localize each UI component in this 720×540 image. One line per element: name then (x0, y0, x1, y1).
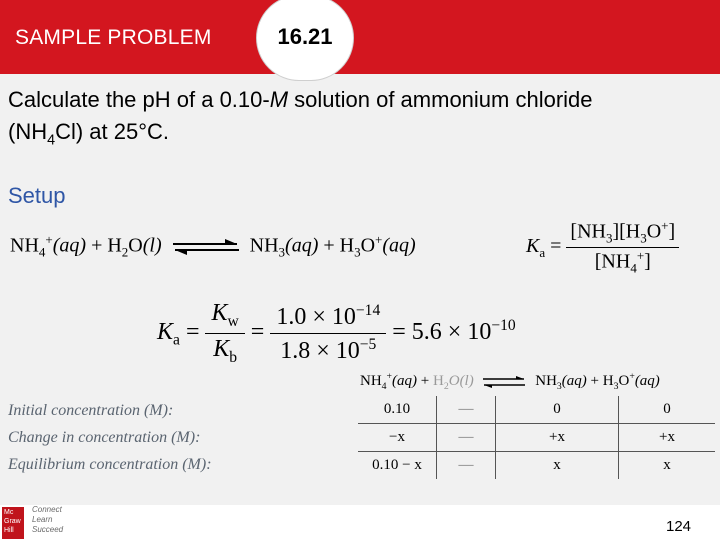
ka-expression: $K_a$ = $\frac{[NH_3][H_3O^+]}{[NH_4^+]}$ (526, 218, 679, 276)
problem-number-badge (256, 0, 354, 81)
numeric-fraction: $\frac{1.0 \times 10^{-14}}{1.8 \times 10^{-5}}$ (270, 300, 386, 367)
page-number: 124 (666, 518, 692, 535)
ice-label-equilibrium: Equilibrium concentration (M): (8, 456, 212, 473)
table-row: 0.10 − x — x x (358, 452, 715, 480)
ice-label-initial: Initial concentration (M): (8, 402, 174, 419)
setup-heading: Setup (8, 183, 66, 208)
problem-statement: Calculate the pH of a 0.10-M solution of ammonium chloride $(NH_4Cl)$ at 25°C. (8, 87, 593, 149)
hydrolysis-equation: $NH_4^+(aq) + H_2O(l) NH_3(aq) + H_3O^+(aq)$ (10, 232, 416, 260)
ka-fraction: $\frac{[NH_3][H_3O^+]}{[NH_4^+]}$ (566, 218, 679, 276)
table-row: 0.10 — 0 0 (358, 396, 715, 424)
kw-over-kb: $\frac{K_w}{K_b}$ (205, 298, 244, 369)
header-banner (0, 0, 720, 74)
sample-problem-label: SAMPLE PROBLEM (15, 26, 212, 49)
ka-calculation: $K_a$ = $\frac{K_w}{K_b}$ = $\frac{1.0 \times 10^{-14}}{1.8 \times 10^{-5}}$ = $5.6 \times 10^{-10}$ (157, 298, 516, 369)
problem-number: 16.21 (277, 24, 333, 49)
ice-label-change: Change in concentration (M): (8, 429, 201, 446)
ice-row-labels (8, 398, 212, 479)
footer (0, 505, 720, 540)
ice-table (358, 396, 715, 479)
table-row: −x — +x +x (358, 424, 715, 452)
equilibrium-arrow-icon (171, 239, 241, 255)
publisher-logo: Mc Graw Hill (2, 507, 24, 539)
ice-equilibrium-arrow-icon (481, 376, 527, 388)
ice-table-reaction: $NH_4^+(aq) + H_2O(l) NH_3(aq) + H_3O^+(aq)$ (360, 371, 660, 392)
ka-result: = 5.6 × 10 (392, 318, 492, 345)
publisher-tagline: Connect Learn Succeed (32, 505, 64, 534)
